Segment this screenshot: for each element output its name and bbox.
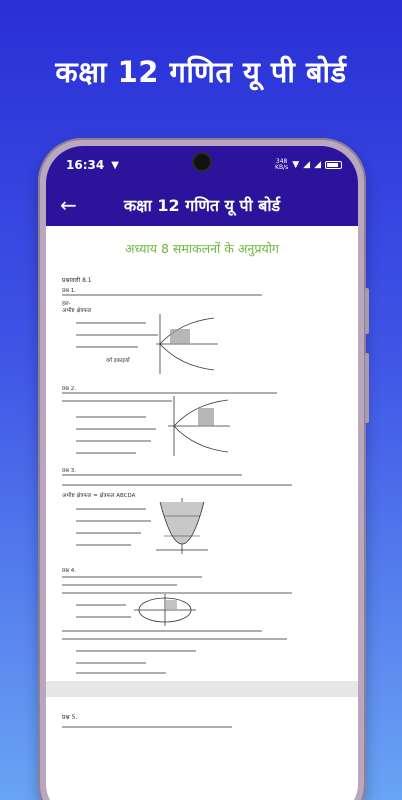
graph-figure-2 (164, 394, 232, 458)
equation-line (76, 334, 158, 336)
arrow-left-icon[interactable]: ← (60, 193, 77, 217)
equation-line (76, 662, 146, 664)
network-speed (275, 159, 288, 171)
pdf-viewer[interactable] (46, 226, 358, 800)
app-bar (46, 184, 358, 226)
equation-line (76, 544, 131, 546)
equation-line (76, 616, 131, 618)
status-bar (46, 146, 358, 184)
graph-figure-3 (154, 496, 210, 556)
graph-figure-4 (132, 592, 198, 628)
equation-line (76, 452, 136, 454)
network-speed-value: 348 (275, 158, 288, 165)
app-bar-title: कक्षा 12 गणित यू पी बोर्ड (123, 196, 281, 215)
question-3-label: प्रश्न 3. (62, 468, 77, 474)
promo-title: कक्षा 12 गणित यू पी बोर्ड (55, 55, 347, 89)
equation-line (76, 346, 138, 348)
equation-line (76, 440, 151, 442)
abcda-label: अभीष्ट क्षेत्रफल = क्षेत्रफल ABCDA (62, 493, 136, 499)
pdf-page (46, 226, 358, 800)
equation-line (76, 532, 141, 534)
power-button (365, 353, 369, 423)
camera-icon (194, 154, 210, 170)
wifi-icon: ▼ (292, 160, 300, 170)
text-line (62, 474, 242, 476)
text-line (62, 484, 292, 486)
text-line (62, 726, 232, 728)
text-line (62, 584, 177, 586)
equation-line (76, 520, 151, 522)
text-line (62, 638, 287, 640)
signal-icon-2: ◢ (314, 160, 321, 170)
equation-line (76, 604, 126, 606)
answer-unit: वर्ग इकाइयाँ (106, 358, 130, 364)
signal-icon: ◢ (303, 160, 311, 170)
equation-line (76, 672, 166, 674)
solution-label: हल- (62, 301, 71, 307)
question-4-label: प्रश्न 4. (62, 568, 77, 574)
graph-figure-1 (150, 312, 220, 376)
equation-line (76, 428, 156, 430)
equation-line (76, 650, 196, 652)
network-speed-unit: KB/s (275, 164, 289, 171)
battery-icon (325, 161, 342, 169)
page-separator (46, 681, 358, 697)
equation-line (76, 508, 146, 510)
phone-frame (38, 138, 366, 800)
exercise-heading: प्रश्नावली 8.1 (62, 277, 92, 284)
text-line (62, 400, 172, 402)
status-time: 16:34 (66, 158, 105, 172)
question-5-label: प्रश्न 5. (62, 714, 78, 721)
question-2-label: प्रश्न 2. (62, 386, 77, 392)
shield-icon: ▼ (111, 159, 119, 171)
text-line (62, 294, 262, 296)
equation-line (76, 322, 146, 324)
equation-line (76, 416, 146, 418)
text-line (62, 576, 202, 578)
phone-screen (46, 146, 358, 800)
volume-button (365, 288, 369, 334)
text-line (62, 630, 262, 632)
chapter-title: अध्याय 8 समाकलनों के अनुप्रयोग (125, 241, 279, 256)
question-1-label: प्रश्न 1. (62, 288, 77, 294)
required-area-label: अभीष्ट क्षेत्रफल (62, 308, 92, 314)
